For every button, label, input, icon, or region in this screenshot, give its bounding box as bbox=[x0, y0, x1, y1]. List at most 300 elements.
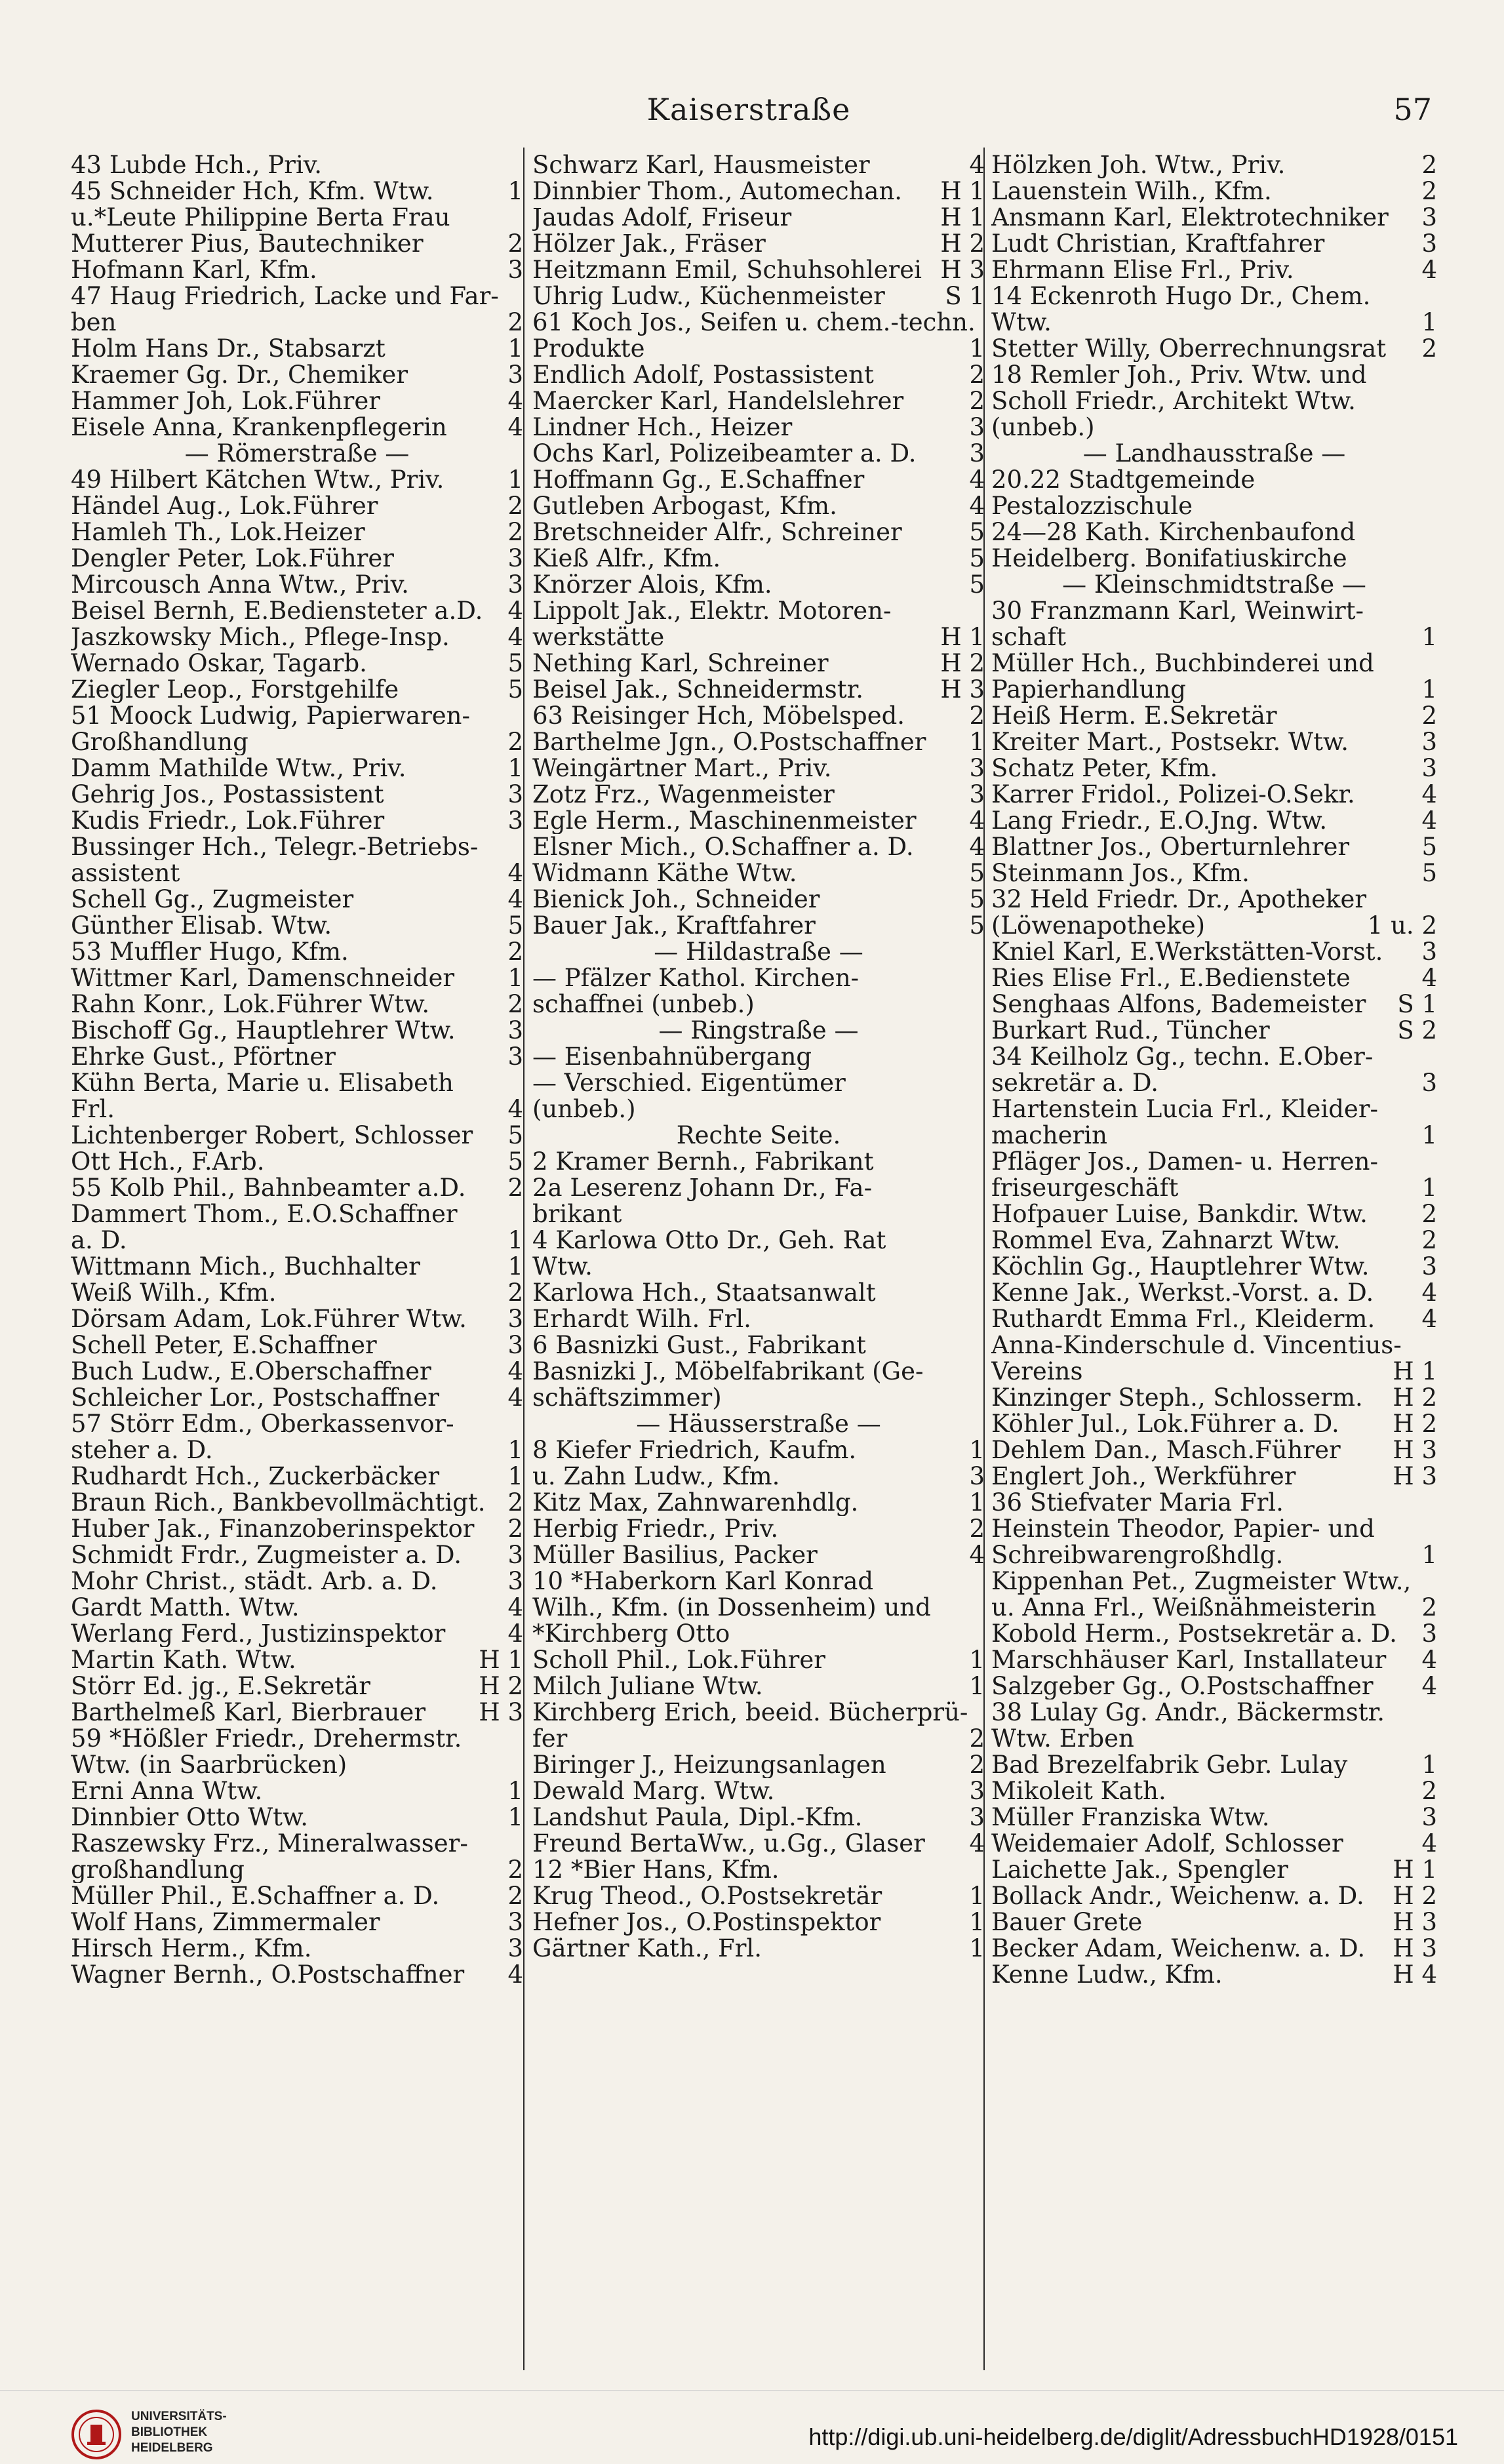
floor-number: 1 bbox=[507, 1252, 523, 1281]
entry-text: Martin Kath. Wtw. bbox=[71, 1647, 296, 1673]
directory-entry bbox=[991, 1280, 1437, 1306]
entry-text: Egle Herm., Maschinenmeister bbox=[532, 808, 917, 834]
directory-entry bbox=[532, 1883, 985, 1909]
floor-number: 2 bbox=[1421, 1200, 1437, 1228]
entry-text: Kenne Ludw., Kfm. bbox=[991, 1962, 1223, 1988]
directory-entry bbox=[71, 1516, 523, 1542]
floor-number: 2 bbox=[507, 1515, 523, 1543]
directory-entry bbox=[532, 1096, 985, 1123]
floor-number: H 3 bbox=[940, 256, 985, 284]
entry-text: Kirchberg Erich, beeid. Bücherprü- bbox=[532, 1699, 968, 1726]
entry-text: *Kirchberg Otto bbox=[532, 1621, 730, 1647]
floor-number: 4 bbox=[507, 885, 523, 913]
floor-number: H 1 bbox=[940, 203, 985, 231]
directory-entry bbox=[71, 309, 523, 336]
street-heading bbox=[532, 1123, 985, 1149]
entry-text: Laichette Jak., Spengler bbox=[991, 1857, 1288, 1883]
directory-entry bbox=[71, 1123, 523, 1149]
entry-text: 2a Leserenz Johann Dr., Fa- bbox=[532, 1175, 873, 1201]
floor-number: 5 bbox=[507, 911, 523, 940]
entry-text: 36 Stiefvater Maria Frl. bbox=[991, 1490, 1284, 1516]
entry-text: Schatz Peter, Kfm. bbox=[991, 755, 1218, 782]
entry-text: — Ringstraße — bbox=[658, 1018, 859, 1044]
library-line-2: BIBLIOTHEK bbox=[131, 2425, 208, 2439]
directory-entry bbox=[991, 257, 1437, 283]
directory-entry bbox=[71, 1726, 523, 1752]
directory-entry bbox=[991, 1385, 1437, 1411]
entry-text: — Häusserstraße — bbox=[636, 1411, 881, 1437]
entry-text: Barthelme Jgn., O.Postschaffner bbox=[532, 729, 926, 755]
entry-text: Müller Basilius, Packer bbox=[532, 1542, 818, 1568]
directory-entry bbox=[532, 546, 985, 572]
directory-entry bbox=[71, 860, 523, 886]
entry-text: Krug Theod., O.Postsekretär bbox=[532, 1883, 882, 1909]
entry-text: Braun Rich., Bankbevollmächtigt. bbox=[71, 1490, 486, 1516]
entry-text: Vereins bbox=[991, 1359, 1083, 1385]
floor-number: 5 bbox=[1421, 833, 1437, 861]
entry-text: Rahn Konr., Lok.Führer Wtw. bbox=[71, 991, 430, 1018]
floor-number: S 2 bbox=[1397, 1016, 1437, 1044]
directory-entry bbox=[71, 1490, 523, 1516]
directory-entry bbox=[991, 624, 1437, 650]
entry-text: 53 Muffler Hugo, Kfm. bbox=[71, 939, 349, 965]
entry-text: Lippolt Jak., Elektr. Motoren- bbox=[532, 598, 892, 624]
floor-number: 1 bbox=[507, 334, 523, 363]
directory-entry bbox=[71, 834, 523, 860]
floor-number: 5 bbox=[969, 859, 985, 887]
directory-entry bbox=[71, 886, 523, 913]
entry-text: 32 Held Friedr. Dr., Apotheker bbox=[991, 886, 1367, 913]
floor-number: 3 bbox=[1421, 1803, 1437, 1831]
directory-entry bbox=[71, 939, 523, 965]
entry-text: Bretschneider Alfr., Schreiner bbox=[532, 519, 902, 546]
entry-text: macherin bbox=[991, 1123, 1107, 1149]
directory-entry bbox=[532, 834, 985, 860]
entry-text: Schell Gg., Zugmeister bbox=[71, 886, 354, 913]
floor-number: 2 bbox=[507, 990, 523, 1018]
directory-entry bbox=[991, 1254, 1437, 1280]
street-heading bbox=[71, 441, 523, 467]
entry-text: Günther Elisab. Wtw. bbox=[71, 913, 332, 939]
floor-number: H 3 bbox=[479, 1698, 523, 1726]
directory-entry bbox=[532, 913, 985, 939]
directory-entry bbox=[532, 572, 985, 598]
entry-text: 45 Schneider Hch, Kfm. Wtw. bbox=[71, 178, 434, 205]
floor-number: 3 bbox=[969, 1777, 985, 1805]
directory-entry bbox=[532, 1804, 985, 1831]
entry-text: Weingärtner Mart., Priv. bbox=[532, 755, 832, 782]
entry-text: Marschhäuser Karl, Installateur bbox=[991, 1647, 1387, 1673]
directory-entry bbox=[991, 1332, 1437, 1359]
entry-text: Rudhardt Hch., Zuckerbäcker bbox=[71, 1463, 440, 1490]
directory-entry bbox=[71, 1359, 523, 1385]
directory-entry bbox=[991, 1018, 1437, 1044]
floor-number: 4 bbox=[969, 833, 985, 861]
directory-entry bbox=[532, 309, 985, 336]
directory-entry bbox=[71, 414, 523, 441]
directory-entry bbox=[71, 703, 523, 729]
directory-entry bbox=[71, 152, 523, 178]
page-footer bbox=[0, 2390, 1504, 2464]
floor-number: 2 bbox=[969, 1751, 985, 1779]
floor-number: 4 bbox=[1421, 1672, 1437, 1700]
directory-entry bbox=[991, 1962, 1437, 1988]
entry-text: (unbeb.) bbox=[991, 414, 1095, 441]
directory-entry bbox=[71, 257, 523, 283]
directory-entry bbox=[991, 205, 1437, 231]
entry-text: Kobold Herm., Postsekretär a. D. bbox=[991, 1621, 1397, 1647]
directory-entry bbox=[532, 257, 985, 283]
floor-number: H 2 bbox=[1393, 1410, 1437, 1438]
directory-entry bbox=[532, 650, 985, 677]
entry-text: — Eisenbahnübergang bbox=[532, 1044, 812, 1070]
floor-number: 1 bbox=[507, 1462, 523, 1490]
entry-text: friseurgeschäft bbox=[991, 1175, 1179, 1201]
directory-entry bbox=[991, 913, 1437, 939]
entry-text: — Kleinschmidtstraße — bbox=[1062, 572, 1366, 598]
floor-number: 5 bbox=[1421, 859, 1437, 887]
directory-entry bbox=[991, 152, 1437, 178]
entry-text: Bollack Andr., Weichenw. a. D. bbox=[991, 1883, 1364, 1909]
entry-text: Wolf Hans, Zimmermaler bbox=[71, 1909, 380, 1936]
floor-number: H 2 bbox=[940, 229, 985, 258]
entry-text: 2 Kramer Bernh., Fabrikant bbox=[532, 1149, 874, 1175]
directory-entry bbox=[991, 755, 1437, 782]
floor-number: 1 bbox=[507, 1777, 523, 1805]
floor-number: 2 bbox=[1421, 1593, 1437, 1621]
directory-entry bbox=[71, 624, 523, 650]
entry-text: Ott Hch., F.Arb. bbox=[71, 1149, 265, 1175]
floor-number: 4 bbox=[1421, 1305, 1437, 1333]
directory-entry bbox=[532, 178, 985, 205]
directory-entry bbox=[991, 414, 1437, 441]
entry-text: Großhandlung bbox=[71, 729, 248, 755]
floor-number: 3 bbox=[1421, 203, 1437, 231]
directory-entry bbox=[532, 467, 985, 493]
floor-number: 4 bbox=[969, 151, 985, 179]
floor-number: 5 bbox=[507, 649, 523, 677]
directory-entry bbox=[532, 1070, 985, 1096]
entry-text: 55 Kolb Phil., Bahnbeamter a.D. bbox=[71, 1175, 466, 1201]
entry-text: Milch Juliane Wtw. bbox=[532, 1673, 763, 1699]
entry-text: Dinnbier Otto Wtw. bbox=[71, 1804, 309, 1831]
floor-number: 1 bbox=[507, 754, 523, 782]
entry-text: Knörzer Alois, Kfm. bbox=[532, 572, 772, 598]
directory-entry bbox=[991, 729, 1437, 755]
floor-number: 1 bbox=[1421, 308, 1437, 336]
floor-number: H 2 bbox=[1393, 1383, 1437, 1412]
street-heading bbox=[532, 939, 985, 965]
entry-text: Damm Mathilde Wtw., Priv. bbox=[71, 755, 406, 782]
directory-entry bbox=[532, 808, 985, 834]
entry-text: Kühn Berta, Marie u. Elisabeth bbox=[71, 1070, 454, 1096]
entry-text: Steinmann Jos., Kfm. bbox=[991, 860, 1250, 886]
directory-entry bbox=[991, 1175, 1437, 1201]
entry-text: 34 Keilholz Gg., techn. E.Ober- bbox=[991, 1044, 1374, 1070]
floor-number: 2 bbox=[1421, 151, 1437, 179]
directory-entry bbox=[532, 624, 985, 650]
directory-entry bbox=[532, 1227, 985, 1254]
entry-text: Blattner Jos., Oberturnlehrer bbox=[991, 834, 1350, 860]
entry-text: Ansmann Karl, Elektrotechniker bbox=[991, 205, 1389, 231]
entry-text: steher a. D. bbox=[71, 1437, 213, 1463]
directory-entry bbox=[71, 1227, 523, 1254]
directory-entry bbox=[532, 991, 985, 1018]
directory-entry bbox=[71, 1883, 523, 1909]
entry-text: Hammer Joh, Lok.Führer bbox=[71, 388, 380, 414]
entry-text: Englert Joh., Werkführer bbox=[991, 1463, 1296, 1490]
entry-text: Wtw. bbox=[532, 1254, 593, 1280]
floor-number: H 2 bbox=[940, 649, 985, 677]
entry-text: ben bbox=[71, 309, 117, 336]
entry-text: Schell Peter, E.Schaffner bbox=[71, 1332, 377, 1359]
entry-text: Schleicher Lor., Postschaffner bbox=[71, 1385, 439, 1411]
directory-entry bbox=[532, 441, 985, 467]
directory-entry bbox=[71, 1804, 523, 1831]
floor-number: 3 bbox=[507, 1567, 523, 1595]
directory-entry bbox=[71, 572, 523, 598]
street-heading bbox=[991, 572, 1437, 598]
floor-number: 3 bbox=[507, 544, 523, 572]
entry-text: werkstätte bbox=[532, 624, 665, 650]
floor-number: 1 bbox=[507, 466, 523, 494]
floor-number: 5 bbox=[507, 675, 523, 704]
entry-text: Uhrig Ludw., Küchenmeister bbox=[532, 283, 885, 309]
directory-entry bbox=[991, 467, 1437, 493]
entry-text: Scholl Friedr., Architekt Wtw. bbox=[991, 388, 1356, 414]
directory-entry bbox=[991, 336, 1437, 362]
directory-entry bbox=[532, 1752, 985, 1778]
directory-entry bbox=[991, 178, 1437, 205]
floor-number: 3 bbox=[1421, 1252, 1437, 1281]
floor-number: 3 bbox=[507, 1541, 523, 1569]
directory-entry bbox=[991, 1595, 1437, 1621]
entry-text: 51 Moock Ludwig, Papierwaren- bbox=[71, 703, 471, 729]
floor-number: 3 bbox=[1421, 1069, 1437, 1097]
directory-entry bbox=[991, 546, 1437, 572]
directory-entry bbox=[991, 1699, 1437, 1726]
directory-entry bbox=[532, 1201, 985, 1227]
library-line-3: HEIDELBERG bbox=[131, 2441, 213, 2455]
entry-text: 24—28 Kath. Kirchenbaufond bbox=[991, 519, 1356, 546]
directory-entry bbox=[71, 467, 523, 493]
floor-number: 1 bbox=[507, 1803, 523, 1831]
entry-text: Raszewsky Frz., Mineralwasser- bbox=[71, 1831, 468, 1857]
directory-entry bbox=[71, 1437, 523, 1463]
source-url-link[interactable]: http://digi.ub.uni-heidelberg.de/diglit/AdressbuchHD1928/0151 bbox=[808, 2423, 1458, 2450]
directory-entry bbox=[71, 1096, 523, 1123]
entry-text: 59 *Hößler Friedr., Drehermstr. bbox=[71, 1726, 462, 1752]
directory-entry bbox=[532, 205, 985, 231]
directory-entry bbox=[71, 677, 523, 703]
directory-entry bbox=[71, 755, 523, 782]
floor-number: 3 bbox=[507, 361, 523, 389]
entry-text: Ludt Christian, Kraftfahrer bbox=[991, 231, 1325, 257]
directory-entry bbox=[991, 1411, 1437, 1437]
entry-text: Bienick Joh., Schneider bbox=[532, 886, 820, 913]
directory-entry bbox=[71, 729, 523, 755]
directory-entry bbox=[532, 1778, 985, 1804]
entry-text: 43 Lubde Hch., Priv. bbox=[71, 152, 323, 178]
directory-entry bbox=[71, 1778, 523, 1804]
entry-text: Heiß Herm. E.Sekretär bbox=[991, 703, 1277, 729]
floor-number: 4 bbox=[507, 387, 523, 415]
entry-text: Schmidt Frdr., Zugmeister a. D. bbox=[71, 1542, 462, 1568]
directory-entry bbox=[532, 703, 985, 729]
entry-text: Jaudas Adolf, Friseur bbox=[532, 205, 792, 231]
directory-entry bbox=[71, 965, 523, 991]
floor-number: 5 bbox=[507, 1121, 523, 1149]
directory-entry bbox=[991, 1752, 1437, 1778]
floor-number: 3 bbox=[507, 806, 523, 835]
entry-text: Dörsam Adam, Lok.Führer Wtw. bbox=[71, 1306, 467, 1332]
directory-entry bbox=[991, 1490, 1437, 1516]
entry-text: Ruthardt Emma Frl., Kleiderm. bbox=[991, 1306, 1375, 1332]
directory-entry bbox=[532, 1568, 985, 1595]
entry-text: Hamleh Th., Lok.Heizer bbox=[71, 519, 365, 546]
floor-number: 1 bbox=[969, 1436, 985, 1464]
directory-entry bbox=[991, 1568, 1437, 1595]
directory-entry bbox=[71, 1936, 523, 1962]
entry-text: Störr Ed. jg., E.Sekretär bbox=[71, 1673, 370, 1699]
directory-entry bbox=[532, 1936, 985, 1962]
entry-text: Müller Hch., Buchbinderei und bbox=[991, 650, 1374, 677]
entry-text: Lindner Hch., Heizer bbox=[532, 414, 793, 441]
floor-number: 1 bbox=[1421, 1174, 1437, 1202]
directory-entry bbox=[71, 205, 523, 231]
entry-text: Huber Jak., Finanzoberinspektor bbox=[71, 1516, 475, 1542]
directory-entry bbox=[71, 231, 523, 257]
directory-entry bbox=[991, 1070, 1437, 1096]
floor-number: 2 bbox=[507, 308, 523, 336]
library-name bbox=[131, 2409, 227, 2456]
directory-entry bbox=[991, 1909, 1437, 1936]
directory-entry bbox=[532, 1385, 985, 1411]
entry-text: Kniel Karl, E.Werkstätten-Vorst. bbox=[991, 939, 1383, 965]
directory-entry bbox=[991, 677, 1437, 703]
floor-number: 4 bbox=[969, 466, 985, 494]
floor-number: 2 bbox=[507, 1856, 523, 1884]
entry-text: Stetter Willy, Oberrechnungsrat bbox=[991, 336, 1387, 362]
entry-text: Ries Elise Frl., E.Bedienstete bbox=[991, 965, 1351, 991]
directory-entry bbox=[991, 1936, 1437, 1962]
entry-text: Dewald Marg. Wtw. bbox=[532, 1778, 775, 1804]
floor-number: 1 bbox=[969, 1934, 985, 1962]
directory-entry bbox=[991, 1883, 1437, 1909]
entry-text: Gutleben Arbogast, Kfm. bbox=[532, 493, 837, 519]
directory-entry bbox=[991, 1149, 1437, 1175]
directory-entry bbox=[71, 1332, 523, 1359]
floor-number: 3 bbox=[507, 1331, 523, 1359]
entry-text: Rechte Seite. bbox=[676, 1123, 841, 1149]
floor-number: 1 bbox=[507, 1436, 523, 1464]
entry-text: Ehrke Gust., Pförtner bbox=[71, 1044, 336, 1070]
entry-text: Hirsch Herm., Kfm. bbox=[71, 1936, 312, 1962]
entry-text: Nething Karl, Schreiner bbox=[532, 650, 829, 677]
entry-text: Wagner Bernh., O.Postschaffner bbox=[71, 1962, 465, 1988]
directory-entry bbox=[532, 493, 985, 519]
entry-text: Holm Hans Dr., Stabsarzt bbox=[71, 336, 386, 362]
entry-text: Heinstein Theodor, Papier- und bbox=[991, 1516, 1375, 1542]
directory-entry bbox=[71, 782, 523, 808]
entry-text: Salzgeber Gg., O.Postschaffner bbox=[991, 1673, 1374, 1699]
floor-number: 4 bbox=[1421, 256, 1437, 284]
directory-entry bbox=[991, 834, 1437, 860]
entry-text: Ziegler Leop., Forstgehilfe bbox=[71, 677, 399, 703]
directory-entry bbox=[532, 755, 985, 782]
entry-text: Erni Anna Wtw. bbox=[71, 1778, 263, 1804]
floor-number: 1 bbox=[969, 1882, 985, 1910]
directory-entry bbox=[71, 362, 523, 388]
directory-entry bbox=[532, 1280, 985, 1306]
entry-text: Landshut Paula, Dipl.-Kfm. bbox=[532, 1804, 863, 1831]
entry-text: Endlich Adolf, Postassistent bbox=[532, 362, 874, 388]
floor-number: 3 bbox=[1421, 229, 1437, 258]
directory-entry bbox=[991, 362, 1437, 388]
directory-entry bbox=[71, 991, 523, 1018]
directory-entry bbox=[71, 1411, 523, 1437]
entry-text: großhandlung bbox=[71, 1857, 245, 1883]
floor-number: 2 bbox=[507, 728, 523, 756]
entry-text: Mutterer Pius, Bautechniker bbox=[71, 231, 424, 257]
directory-entry bbox=[71, 493, 523, 519]
entry-text: Gärtner Kath., Frl. bbox=[532, 1936, 762, 1962]
entry-text: Weiß Wilh., Kfm. bbox=[71, 1280, 277, 1306]
directory-entry bbox=[991, 860, 1437, 886]
entry-text: Weidemaier Adolf, Schlosser bbox=[991, 1831, 1343, 1857]
floor-number: 4 bbox=[1421, 1829, 1437, 1858]
directory-entry bbox=[532, 1359, 985, 1385]
directory-entry bbox=[532, 283, 985, 309]
directory-entry bbox=[532, 1437, 985, 1463]
floor-number: 3 bbox=[507, 780, 523, 808]
directory-entry bbox=[71, 388, 523, 414]
entry-text: 38 Lulay Gg. Andr., Bäckermstr. bbox=[991, 1699, 1385, 1726]
directory-entry bbox=[991, 1516, 1437, 1542]
directory-entry bbox=[991, 1044, 1437, 1070]
entry-text: Gehrig Jos., Postassistent bbox=[71, 782, 384, 808]
directory-entry bbox=[991, 991, 1437, 1018]
directory-entry bbox=[532, 860, 985, 886]
entry-text: Senghaas Alfons, Bademeister bbox=[991, 991, 1366, 1018]
directory-entry bbox=[71, 1568, 523, 1595]
floor-number: 2 bbox=[507, 1279, 523, 1307]
directory-entry bbox=[532, 231, 985, 257]
directory-entry bbox=[71, 1070, 523, 1096]
page-header bbox=[66, 92, 1432, 138]
directory-entry bbox=[991, 1804, 1437, 1831]
floor-number: H 1 bbox=[940, 177, 985, 205]
floor-number: 2 bbox=[507, 1174, 523, 1202]
directory-entry bbox=[991, 1647, 1437, 1673]
directory-entry bbox=[71, 1909, 523, 1936]
directory-entry bbox=[991, 519, 1437, 546]
floor-number: 4 bbox=[507, 597, 523, 625]
directory-entry bbox=[532, 1595, 985, 1621]
directory-entry bbox=[532, 1647, 985, 1673]
entry-text: Kieß Alfr., Kfm. bbox=[532, 546, 721, 572]
floor-number: 2 bbox=[507, 1488, 523, 1517]
directory-entry bbox=[532, 1831, 985, 1857]
directory-entry bbox=[991, 886, 1437, 913]
floor-number: 4 bbox=[1421, 806, 1437, 835]
university-seal-icon bbox=[71, 2409, 122, 2460]
floor-number: 4 bbox=[1421, 780, 1437, 808]
entry-text: sekretär a. D. bbox=[991, 1070, 1158, 1096]
entry-text: 63 Reisinger Hch, Möbelsped. bbox=[532, 703, 905, 729]
entry-text: Kraemer Gg. Dr., Chemiker bbox=[71, 362, 408, 388]
entry-text: Heitzmann Emil, Schuhsohlerei bbox=[532, 257, 922, 283]
